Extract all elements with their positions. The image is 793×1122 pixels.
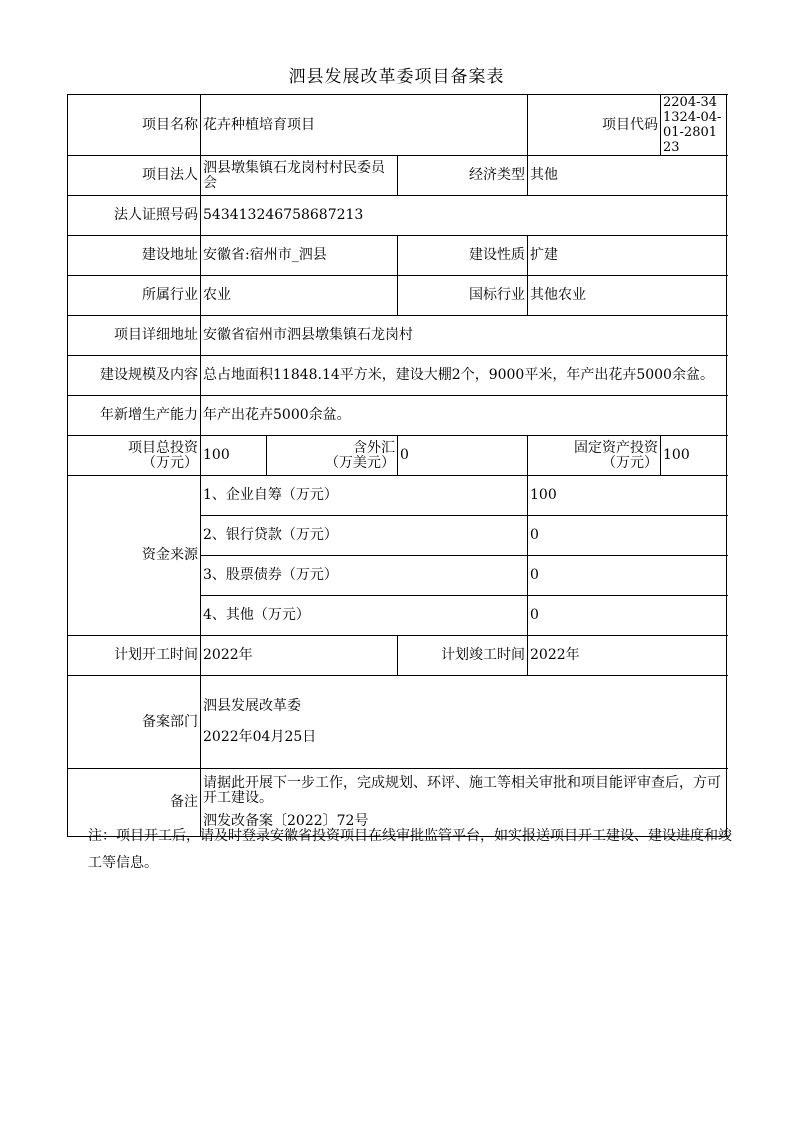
funding-item-value: 0 <box>528 556 727 596</box>
footnote: 注：项目开工后，请及时登录安徽省投资项目在线审批监管平台，如实报送项目开工建设、建设进度和竣工等信息。 <box>88 828 732 871</box>
filing-date: 2022年04月25日 <box>203 729 317 745</box>
filing-stamp <box>201 676 727 769</box>
funding-label: 资金来源 <box>68 476 201 636</box>
remarks-text: 请据此开展下一步工作，完成规划、环评、施工等相关审批和项目能评审查后，方可开工建设。 <box>203 775 721 806</box>
total-invest-label <box>68 436 201 476</box>
filing-dept-label: 备案部门 <box>68 676 201 769</box>
address-label: 项目详细地址 <box>68 316 201 356</box>
funding-item-value: 0 <box>528 596 727 636</box>
forex-label-line2: （万美元） <box>325 454 395 471</box>
license-value: 543413246758687213 <box>201 196 727 236</box>
table-row <box>68 236 727 276</box>
project-code-label: 项目代码 <box>528 95 661 156</box>
legal-person-value: 泗县墩集镇石龙岗村村民委员会 <box>201 156 398 196</box>
funding-item-name: 1、企业自筹（万元） <box>201 476 528 516</box>
location-label: 建设地址 <box>68 236 201 276</box>
fixed-invest-label-line1: 固定资产投资 <box>574 439 658 456</box>
table-row <box>68 156 727 196</box>
table-row <box>68 95 727 156</box>
std-industry-label: 国标行业 <box>398 276 528 316</box>
end-time-value: 2022年 <box>528 636 727 676</box>
fixed-invest-label-line2: （万元） <box>602 454 658 471</box>
funding-item-name: 3、股票债券（万元） <box>201 556 528 596</box>
fixed-invest-value: 100 <box>661 436 727 476</box>
remarks-label: 备注 <box>68 769 201 837</box>
funding-item-name: 4、其他（万元） <box>201 596 528 636</box>
industry-label: 所属行业 <box>68 276 201 316</box>
project-name-label: 项目名称 <box>68 95 201 156</box>
fixed-invest-label <box>528 436 661 476</box>
filing-dept-name: 泗县发展改革委 <box>203 698 301 714</box>
table-row <box>68 476 727 516</box>
forex-label <box>267 436 398 476</box>
total-invest-label-line1: 项目总投资 <box>128 439 198 456</box>
funding-item-value: 0 <box>528 516 727 556</box>
capacity-value: 年产出花卉5000余盆。 <box>201 396 727 436</box>
table-row <box>68 676 727 769</box>
table-row <box>68 396 727 436</box>
industry-value: 农业 <box>201 276 398 316</box>
economy-type-value: 其他 <box>528 156 727 196</box>
funding-item-value: 100 <box>528 476 727 516</box>
project-code-value: 2204-341324-04-01-280123 <box>661 95 727 156</box>
project-name-value: 花卉种植培育项目 <box>201 95 528 156</box>
std-industry-value: 其他农业 <box>528 276 727 316</box>
filing-form-table <box>67 94 727 837</box>
end-time-label: 计划竣工时间 <box>398 636 528 676</box>
table-row <box>68 276 727 316</box>
capacity-label: 年新增生产能力 <box>68 396 201 436</box>
table-row <box>68 436 727 476</box>
address-value: 安徽省宿州市泗县墩集镇石龙岗村 <box>201 316 727 356</box>
forex-label-line1: 含外汇 <box>353 439 395 456</box>
license-label: 法人证照号码 <box>68 196 201 236</box>
forex-value: 0 <box>398 436 528 476</box>
total-invest-label-line2: （万元） <box>142 454 198 471</box>
table-row <box>68 196 727 236</box>
scale-label: 建设规模及内容 <box>68 356 201 396</box>
start-time-label: 计划开工时间 <box>68 636 201 676</box>
table-row <box>68 316 727 356</box>
total-invest-value: 100 <box>201 436 267 476</box>
page-title: 泗县发展改革委项目备案表 <box>288 67 505 87</box>
table-row <box>68 356 727 396</box>
legal-person-label: 项目法人 <box>68 156 201 196</box>
nature-value: 扩建 <box>528 236 727 276</box>
start-time-value: 2022年 <box>201 636 398 676</box>
table-row <box>68 636 727 676</box>
nature-label: 建设性质 <box>398 236 528 276</box>
location-value: 安徽省:宿州市_泗县 <box>201 236 398 276</box>
scale-value: 总占地面积11848.14平方米，建设大棚2个，9000平米，年产出花卉5000余盆。 <box>201 356 727 396</box>
remarks-ref: 泗发改备案〔2022〕72号 <box>203 813 369 829</box>
economy-type-label: 经济类型 <box>398 156 528 196</box>
funding-item-name: 2、银行贷款（万元） <box>201 516 528 556</box>
